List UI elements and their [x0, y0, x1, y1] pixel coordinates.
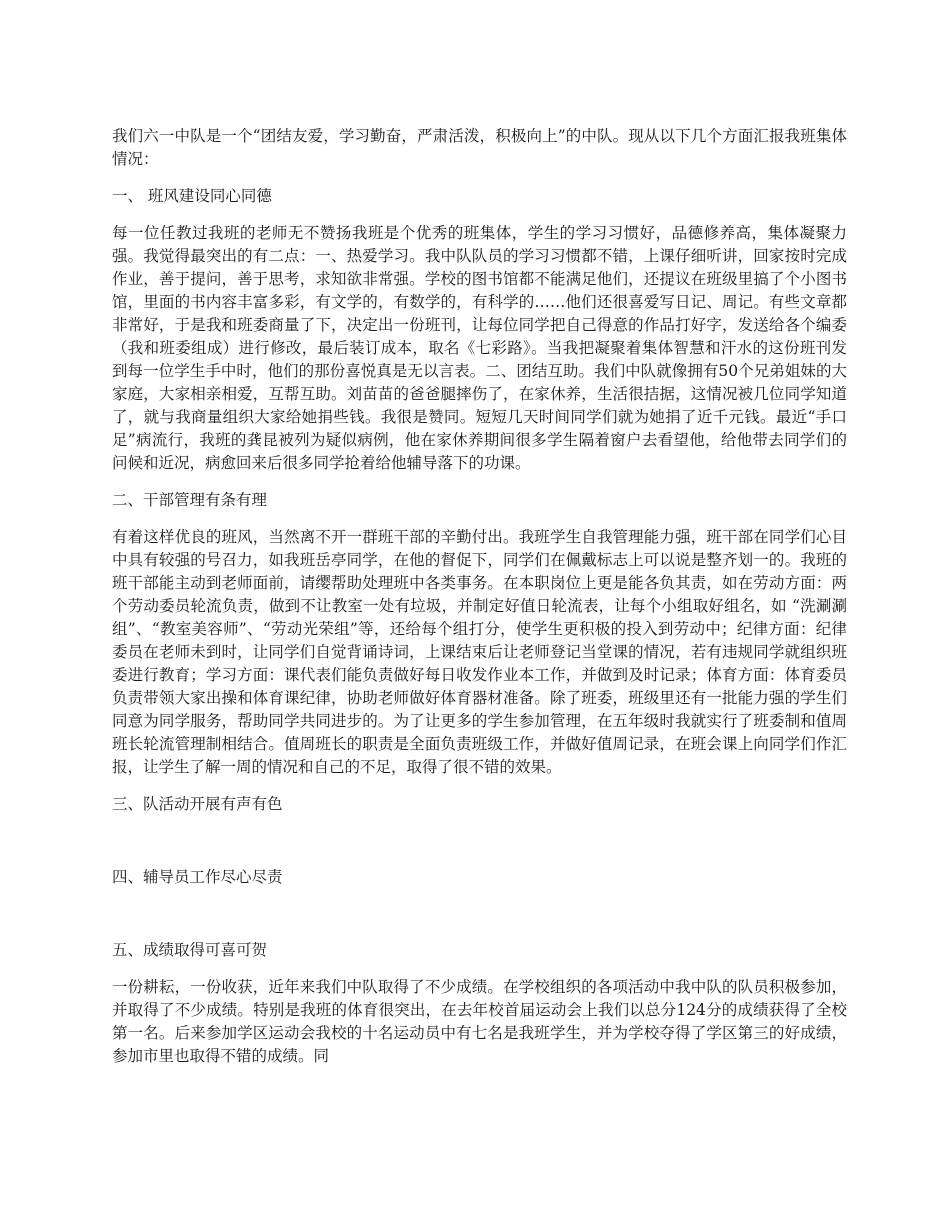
section-heading-1: 一、 班风建设同心同德	[112, 187, 272, 205]
section-body-2: 有着这样优良的班风，当然离不开一群班干部的辛勤付出。我班学生自我管理能力强，班干部在同学们心目中具有较强的号召力，如我班岳亭同学，在他的督促下，同学们在佩戴标志上可以说是整齐划一的。我班的班干部能主动到老师面前，请缨帮助处理班中各类事务。在本职岗位上更是能各负其责，如在劳动方面：两个劳动委员轮流负责，做到不让教室一处有垃圾，并制定好值日轮流表，让每个小组取好组名，如 “洗涮涮组”、“教室美容师”、“劳动光荣组”等，还给每个组打分，使学生更积极的投入到劳动中；纪律方面：纪律委员在老师未到时，让同学们自觉背诵诗词，上课结束后让老师登记当堂课的情况，若有违规同学就组织班委进行教育；学习方面：课代表们能负责做好每日收发作业本工作，并做到及时记录；体育方面：体育委员负责带领大家出操和体育课纪律，协助老师做好体育器材准备。除了班委，班级里还有一批能力强的学生们同意为同学服务，帮助同学共同进步的。为了让更多的学生参加管理，在五年级时我就实行了班委制和值周班长轮流管理制相结合。值周班长的职责是全面负责班级工作，并做好值周记录，在班会课上向同学们作汇报，让学生了解一周的情况和自己的不足，取得了很不错的效果。	[112, 528, 847, 776]
section-body-5: 一份耕耘，一份收获，近年来我们中队取得了不少成绩。在学校组织的各项活动中我中队的队员积极参加，并取得了不少成绩。特别是我班的体育很突出，在去年校首届运动会上我们以总分124分的成绩获得了全校第一名。后来参加学区运动会我校的十名运动员中有七名是我班学生，并为学校夺得了学区第三的好成绩，参加市里也取得不错的成绩。同	[112, 978, 847, 1065]
section-heading-5: 五、成绩取得可喜可贺	[112, 941, 268, 959]
document-page	[112, 125, 847, 1082]
section-body-1: 每一位任教过我班的老师无不赞扬我班是个优秀的班集体，学生的学习习惯好，品德修养高，集体凝聚力强。我觉得最突出的有二点：一、热爱学习。我中队队员的学习习惯都不错，上课仔细听讲，回家按时完成作业，善于提问，善于思考，求知欲非常强。学校的图书馆都不能满足他们，还提议在班级里搞了个小图书馆，里面的书内容丰富多彩，有文学的，有数学的，有科学的……他们还很喜爱写日记、周记。有些文章都非常好，于是我和班委商量了下，决定出一份班刊，让每位同学把自己得意的作品打好字，发送给各个编委（我和班委组成）进行修改，最后装订成本，取名《七彩路》。当我把凝聚着集体智慧和汗水的这份班刊发到每一位学生手中时，他们的那份喜悦真是无以言表。二、团结互助。我们中队就像拥有50个兄弟姐妹的大家庭，大家相亲相爱，互帮互助。刘苗苗的爸爸腿摔伤了，在家休养，生活很拮据，这情况被几位同学知道了，就与我商量组织大家给她捐些钱。我很是赞同。短短几天时间同学们就为她捐了近千元钱。最近“手口足”病流行，我班的龚昆被列为疑似病例，他在家休养期间很多学生隔着窗户去看望他，给他带去同学们的问候和近况，病愈回来后很多同学抢着给他辅导落下的功课。	[112, 224, 847, 472]
section-heading-2: 二、干部管理有条有理	[112, 491, 268, 509]
section-heading-4: 四、辅导员工作尽心尽责	[112, 868, 283, 886]
section-heading-3: 三、队活动开展有声有色	[112, 795, 283, 813]
blank-space	[112, 903, 847, 939]
intro-paragraph: 我们六一中队是一个“团结友爱，学习勤奋，严肃活泼，积极向上”的中队。现从以下几个方面汇报我班集体情况：	[112, 127, 847, 168]
blank-space	[112, 830, 847, 866]
